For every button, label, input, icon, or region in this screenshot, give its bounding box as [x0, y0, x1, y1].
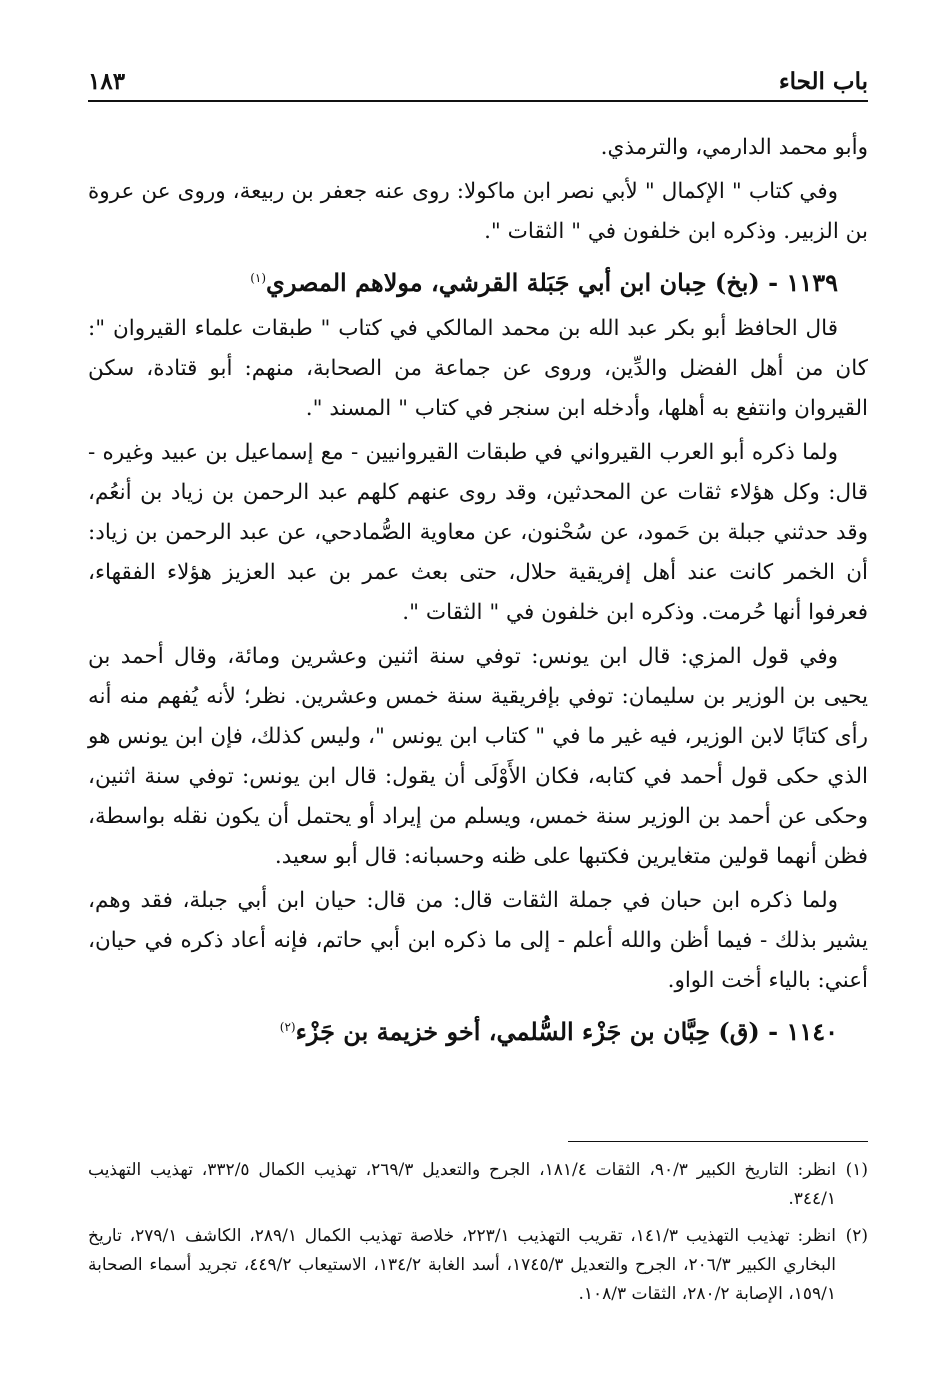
footnote-item — [88, 1156, 868, 1214]
paragraph: ولما ذكره ابن حبان في جملة الثقات قال: من قال: حيان ابن أبي جبلة، فقد وهم، يشير بذلك - فيما أظن والله أعلم - إلى ما ذكره ابن أبي حاتم، فإنه أعاد ذكره في حيان، أعني: بالياء أخت الواو. — [88, 888, 868, 993]
page-header — [88, 58, 868, 102]
entry-heading-text: ١١٤٠ - (ق) حِبَّان بن جَزْء السُّلمي، أخو خزيمة بن جَزْء — [295, 1017, 838, 1046]
body-text — [88, 128, 868, 1054]
book-page — [88, 58, 869, 1304]
paragraph: وفي قول المزي: قال ابن يونس: توفي سنة اثنين وعشرين ومائة، وقال أحمد بن يحيى بن الوزير بن سليمان: توفي بإفريقية سنة خمس وعشرين. نظر؛ لأنه يُفهم منه أنه رأى كتابًا لابن الوزير، فيه غير ما في " كتاب ابن يونس "، وليس كذلك، فإن ابن يونس هو الذي حكى قول أحمد في كتابه، فكان الأَوْلَى أن يقول: قال ابن يونس: توفي سنة اثنين، وحكى عن أحمد بن الوزير سنة خمس، ويسلم من إيراد أو يحتمل أن يكون نقله بواسطة، فظن أنهما قولين متغايرين فكتبها على ظنه وحسبانه: قال أبو سعيد. — [88, 644, 868, 869]
footnote-marker: (١) — [250, 271, 267, 285]
running-head: باب الحاء — [778, 68, 868, 95]
paragraph: وأبو محمد الدارمي، والترمذي. — [600, 135, 868, 160]
footnote-text: انظر: التاريخ الكبير ٩٠/٣، الثقات ١٨١/٤، الجرح والتعديل ٢٦٩/٣، تهذيب الكمال ٣٣٢/٥، تهذيب التهذيب ٣٤٤/١. — [88, 1160, 836, 1209]
paragraph: قال الحافظ أبو بكر عبد الله بن محمد المالكي في كتاب " طبقات علماء القيروان ": كان من أهل الفضل والدِّين، وروى عن جماعة من الصحابة، منهم: أبو قتادة، سكن القيروان وانتفع به أهلها، وأدخله ابن سنجر في كتاب " المسند ". — [88, 316, 868, 421]
paragraph: ولما ذكره أبو العرب القيرواني في طبقات القيروانيين - مع إسماعيل بن عبيد وغيره - قال: وكل هؤلاء ثقات عن المحدثين، وقد روى عنهم كلهم عبد الرحمن بن زياد بن أنعُم، وقد حدثني جبلة بن حَمود، عن سُحْنون، عن معاوية الصُّمادحي، عن عبد الرحمن بن زياد: أن الخمر كانت عند أهل إفريقية حلال، حتى بعث عمر بن عبد العزيز هؤلاء الفقهاء، فعرفوا أنها حُرمت. وذكره ابن خلفون في " الثقات ". — [88, 440, 868, 625]
footnote-marker: (٢) — [279, 1020, 296, 1034]
entry-heading-1139 — [88, 256, 868, 305]
paragraph: وفي كتاب " الإكمال " لأبي نصر ابن ماكولا: روى عنه جعفر بن ربيعة، وروى عن عروة بن الزبير. وذكره ابن خلفون في " الثقات ". — [88, 179, 868, 244]
footnote-text: انظر: تهذيب التهذيب ١٤١/٣، تقريب التهذيب ٢٢٣/١، خلاصة تهذيب الكمال ٢٨٩/١، الكاشف ٢٧٩/١، تاريخ البخاري الكبير ٢٠٦/٣، الجرح والتعديل ١٧٤٥/٣، أسد الغابة ١٣٤/٢، الاستيعاب ٤٤٩/٢، تجريد أسماء الصحابة ١٥٩/١، الإصابة ٢٨٠/٢، الثقات ١٠٨/٣. — [88, 1226, 837, 1304]
footnote-item — [88, 1222, 868, 1309]
page-number: ١٨٣ — [88, 68, 126, 95]
footnote-number: (١) — [845, 1160, 868, 1180]
entry-heading-1140 — [88, 1005, 868, 1054]
footnote-number: (٢) — [845, 1226, 869, 1246]
footnotes — [88, 1156, 868, 1317]
entry-heading-text: ١١٣٩ - (بخ) حِبان ابن أبي جَبَلة القرشي، مولاهم المصري — [266, 268, 838, 297]
footnote-divider — [568, 1141, 868, 1142]
